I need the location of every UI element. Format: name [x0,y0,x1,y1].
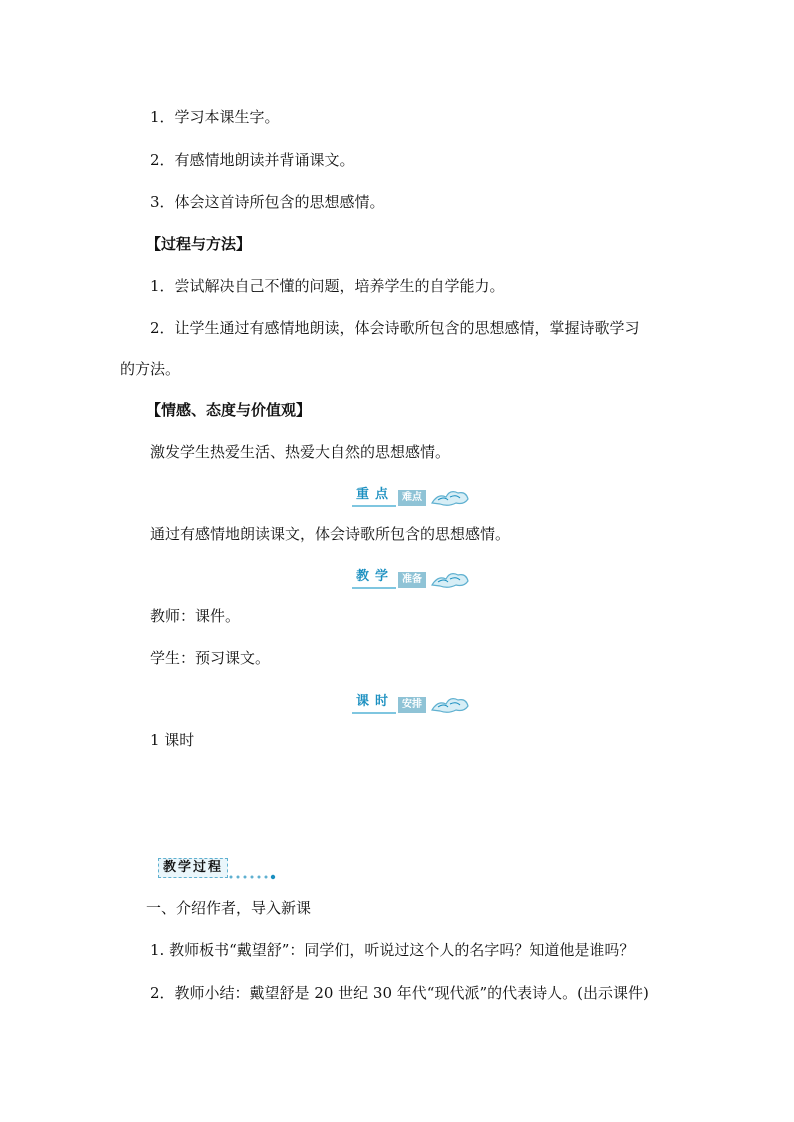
emotion-text: 激发学生热爱生活、热爱大自然的思想感情。 [150,443,451,461]
process-method-item-1: 1．尝试解决自己不懂的问题，培养学生的自学能力。 [150,277,505,295]
preparation-student: 学生：预习课文。 [150,649,271,667]
key-points-badge [352,485,470,507]
dotted-line-icon [228,872,278,882]
teaching-process-badge-label: 教学过程 [158,858,228,878]
cloud-swirl-icon [430,567,470,589]
key-points-badge-sub: 难点 [398,490,426,506]
process-method-item-2-line-1: 2．让学生通过有感情地朗读，体会诗歌所包含的思想感情，掌握诗歌学习 [150,319,640,337]
preparation-badge-main: 教学 [352,567,396,589]
cloud-swirl-icon [430,485,470,507]
goal-2: 2．有感情地朗读并背诵课文。 [150,151,355,169]
teaching-process-item-2: 2．教师小结：戴望舒是 20 世纪 30 年代“现代派”的代表诗人。(出示课件) [150,984,649,1002]
emotion-heading: 【情感、态度与价值观】 [146,401,312,419]
process-method-heading: 【过程与方法】 [146,235,252,253]
schedule-badge [352,692,470,714]
preparation-badge-sub: 准备 [398,572,426,588]
cloud-swirl-icon [430,692,470,714]
process-method-item-2-line-2: 的方法。 [120,360,181,378]
goal-1: 1．学习本课生字。 [150,108,280,126]
key-points-badge-main: 重点 [352,485,396,507]
teaching-process-section-1: 一、介绍作者，导入新课 [146,899,312,917]
teaching-process-badge [158,856,278,882]
schedule-badge-sub: 安排 [398,697,426,713]
goal-3: 3．体会这首诗所包含的思想感情。 [150,193,385,211]
key-points-text: 通过有感情地朗读课文，体会诗歌所包含的思想感情。 [150,525,511,543]
schedule-text: 1 课时 [150,731,195,749]
preparation-teacher: 教师：课件。 [150,607,241,625]
preparation-badge [352,567,470,589]
teaching-process-item-1: 1. 教师板书“戴望舒”：同学们，听说过这个人的名字吗？知道他是谁吗？ [150,941,635,959]
schedule-badge-main: 课时 [352,692,396,714]
